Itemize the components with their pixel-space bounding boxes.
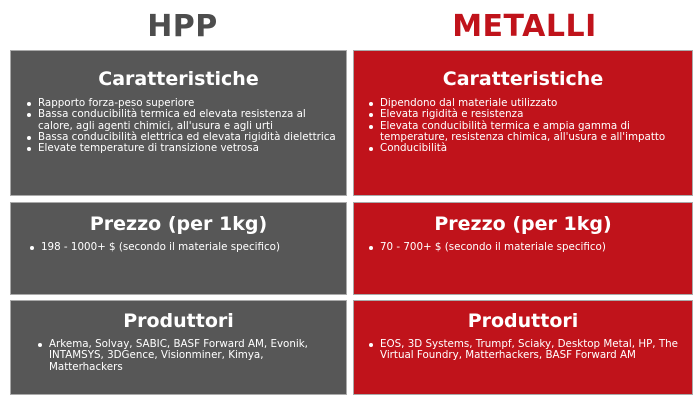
metals-price-title: Prezzo (per 1kg) — [434, 213, 612, 235]
hpp-column-title: HPP — [147, 9, 218, 44]
hpp-price-list — [27, 242, 340, 253]
list-item: Rapporto forza-peso superiore — [24, 98, 342, 109]
hpp-producers-title: Produttori — [123, 310, 234, 332]
list-item: 70 - 700+ $ (secondo il materiale specifico) — [366, 242, 686, 253]
hpp-price-panel — [10, 202, 347, 295]
hpp-price-title: Prezzo (per 1kg) — [89, 213, 268, 235]
hpp-features-list — [24, 98, 342, 154]
metals-features-list — [366, 98, 686, 154]
metals-producers-list — [366, 339, 678, 362]
list-item: Elevata conducibilità termica e ampia gamma di temperature, resistenza chimica, all'usura e all'impatto — [366, 121, 686, 144]
metals-producers-panel — [353, 300, 693, 395]
list-item: Bassa conducibilità elettrica ed elevata rigidità dielettrica — [24, 132, 342, 143]
list-item: EOS, 3D Systems, Trumpf, Sciaky, Desktop Metal, HP, The Virtual Foundry, Matterhackers, BASF Forward AM — [366, 339, 678, 362]
list-item: Dipendono dal materiale utilizzato — [366, 98, 686, 109]
metals-producers-title: Produttori — [467, 310, 579, 332]
list-item: Elevata rigidità e resistenza — [366, 109, 686, 120]
metals-features-panel — [353, 50, 693, 196]
metals-price-panel — [353, 202, 693, 295]
hpp-features-title: Caratteristiche — [98, 68, 259, 90]
list-item: 198 - 1000+ $ (secondo il materiale specifico) — [27, 242, 340, 253]
metals-column-title: METALLI — [452, 9, 597, 44]
metals-features-title: Caratteristiche — [442, 68, 604, 90]
hpp-producers-panel — [10, 300, 347, 395]
metals-price-list — [366, 242, 686, 253]
list-item: Arkema, Solvay, SABIC, BASF Forward AM, Evonik, INTAMSYS, 3DGence, Visionminer, Kimya, Matterhackers — [35, 339, 332, 373]
hpp-producers-list — [35, 339, 332, 373]
list-item: Bassa conducibilità termica ed elevata resistenza al calore, agli agenti chimici, all'usura e agli urti — [24, 109, 342, 132]
list-item: Conducibilità — [366, 143, 686, 154]
list-item: Elevate temperature di transizione vetrosa — [24, 143, 342, 154]
hpp-features-panel — [10, 50, 347, 196]
